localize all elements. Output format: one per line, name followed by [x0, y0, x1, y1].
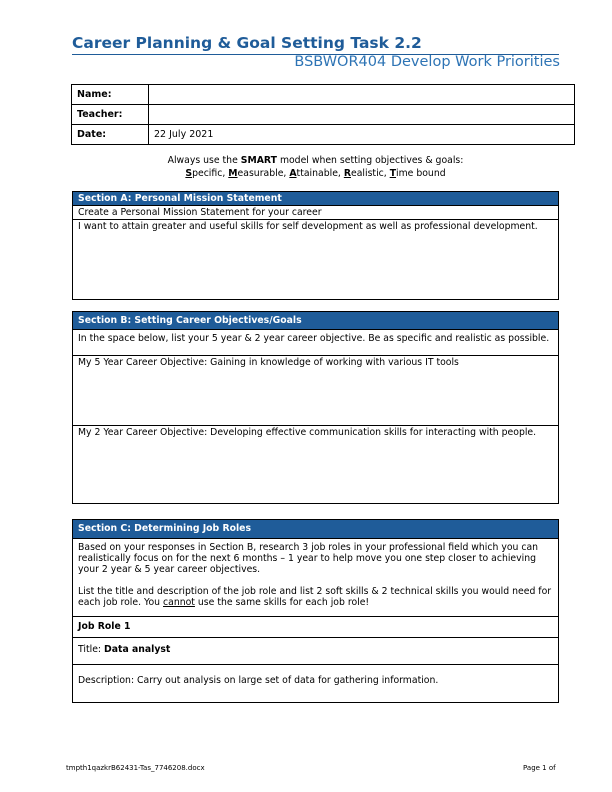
job-role-1-label: Job Role 1: [73, 617, 558, 638]
date-row: [72, 125, 575, 145]
section-c-para-1: Based on your responses in Section B, research 3 job roles in your professional field which you can realistically focus on for the next 6 months – 1 year to help move you one step closer to achieving your 2 year & 5 year career objectives.: [78, 542, 539, 575]
name-label: Name:: [72, 85, 149, 105]
five-year-objective[interactable]: My 5 Year Career Objective: Gaining in knowledge of working with various IT tools: [73, 356, 558, 426]
smart-prefix: Always use the: [167, 155, 241, 166]
section-b-instruction: In the space below, list your 5 year & 2 year career objective. Be as specific and realistic as possible.: [73, 330, 558, 356]
section-a-heading: Section A: Personal Mission Statement: [73, 192, 558, 206]
job-role-1-title[interactable]: [73, 638, 558, 665]
section-c-para-2: [78, 586, 553, 608]
date-label: Date:: [72, 125, 149, 145]
smart-word-measurable: easurable,: [237, 167, 290, 179]
section-c-instructions: [73, 539, 558, 617]
date-field[interactable]: 22 July 2021: [149, 125, 575, 145]
page-subtitle: BSBWOR404 Develop Work Priorities: [294, 54, 560, 70]
smart-keyword: SMART: [240, 155, 277, 166]
section-a-answer[interactable]: I want to attain greater and useful skills for self development as well as professional development.: [78, 221, 538, 232]
name-field[interactable]: [149, 85, 575, 105]
section-b-heading: Section B: Setting Career Objectives/Goals: [73, 312, 558, 330]
smart-initial-m: M: [228, 167, 238, 179]
smart-initial-t: T: [389, 167, 397, 179]
footer-page-number: Page 1 of: [523, 764, 556, 772]
footer-filename: tmpth1qazkrB62431-Tas_7746208.docx: [66, 764, 205, 772]
teacher-row: [72, 105, 575, 125]
job-role-1-description[interactable]: Description: Carry out analysis on large set of data for gathering information.: [78, 675, 439, 686]
smart-initial-r: R: [343, 167, 351, 179]
smart-initial-s: S: [185, 167, 193, 179]
name-row: [72, 85, 575, 105]
smart-word-attainable: ttainable,: [296, 167, 344, 179]
title-label: Title:: [78, 644, 105, 655]
smart-word-realistic: ealistic,: [351, 167, 390, 179]
para-2-suffix: use the same skills for each job role!: [194, 597, 370, 608]
section-b: [72, 311, 559, 504]
smart-suffix: model when setting objectives & goals:: [276, 155, 464, 166]
two-year-objective[interactable]: My 2 Year Career Objective: Developing effective communication skills for interacting with people.: [78, 427, 537, 438]
section-a: [72, 191, 559, 300]
para-2-prefix: List the title and description of the job role and list 2 soft skills & 2 technical skills you would need for each job role. You: [78, 586, 552, 608]
smart-word-time-bound: ime bound: [396, 167, 446, 179]
smart-line-2: [72, 168, 559, 181]
smart-model-note: [72, 155, 559, 180]
page-title: Career Planning & Goal Setting Task 2.2: [72, 34, 422, 52]
smart-word-specific: pecific,: [192, 167, 229, 179]
title-value: Data analyst: [104, 644, 171, 655]
student-info-table: [71, 84, 575, 145]
teacher-label: Teacher:: [72, 105, 149, 125]
section-c: [72, 519, 559, 703]
para-2-emphasis: cannot: [163, 597, 195, 608]
section-c-heading: Section C: Determining Job Roles: [73, 520, 558, 539]
smart-line-1: [72, 155, 559, 168]
teacher-field[interactable]: [149, 105, 575, 125]
section-a-instruction: Create a Personal Mission Statement for your career: [73, 206, 558, 220]
smart-initial-a: A: [289, 167, 297, 179]
